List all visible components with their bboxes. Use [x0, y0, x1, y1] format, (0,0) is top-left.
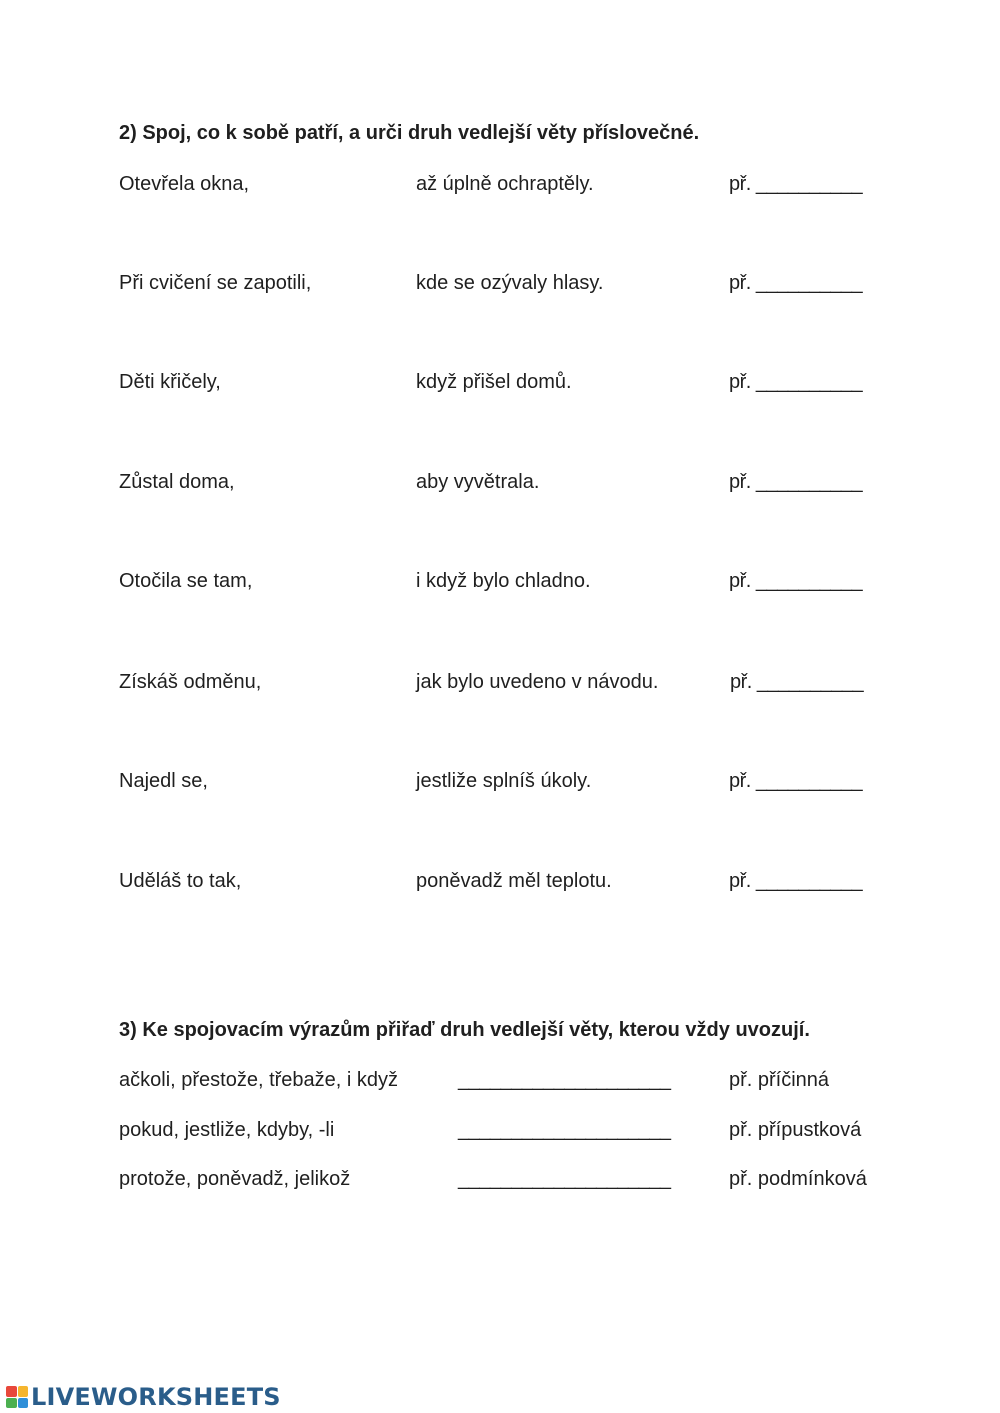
conjunction-list: pokud, jestliže, kdyby, -li: [119, 1119, 335, 1141]
logo-block: [6, 1398, 17, 1409]
exercise-3-heading: 3) Ke spojovacím výrazům přiřaď druh vedlejší věty, kterou vždy uvozují.: [119, 1019, 810, 1041]
subordinate-clause[interactable]: poněvadž měl teplotu.: [416, 870, 612, 892]
main-clause[interactable]: Uděláš to tak,: [119, 870, 242, 892]
subordinate-clause[interactable]: až úplně ochraptěly.: [416, 173, 594, 195]
subordinate-clause[interactable]: když přišel domů.: [416, 371, 572, 393]
main-clause[interactable]: Při cvičení se zapotili,: [119, 272, 312, 294]
subordinate-clause[interactable]: i když bylo chladno.: [416, 570, 591, 592]
conjunction-list: ačkoli, přestože, třebaže, i když: [119, 1069, 399, 1091]
main-clause[interactable]: Děti křičely,: [119, 371, 221, 393]
answer-blank[interactable]: př. __________: [729, 770, 863, 792]
logo-block: [18, 1398, 29, 1409]
main-clause[interactable]: Otočila se tam,: [119, 570, 253, 592]
answer-blank[interactable]: př. __________: [729, 371, 863, 393]
exercise-2-heading: 2) Spoj, co k sobě patří, a urči druh vedlejší věty příslovečné.: [119, 122, 700, 144]
main-clause[interactable]: Najedl se,: [119, 770, 208, 792]
main-clause[interactable]: Zůstal doma,: [119, 471, 235, 493]
answer-blank[interactable]: př. __________: [729, 870, 863, 892]
logo-blocks-icon: [6, 1386, 28, 1408]
answer-blank[interactable]: př. __________: [730, 671, 864, 693]
logo-block: [6, 1386, 17, 1397]
answer-blank[interactable]: ____________________: [458, 1069, 671, 1091]
subordinate-clause[interactable]: kde se ozývaly hlasy.: [416, 272, 604, 294]
subordinate-clause[interactable]: jestliže splníš úkoly.: [416, 770, 592, 792]
liveworksheets-logo[interactable]: [6, 1382, 281, 1412]
subordinate-clause[interactable]: aby vyvětrala.: [416, 471, 540, 493]
clause-type-option[interactable]: př. příčinná: [729, 1069, 830, 1091]
clause-type-option[interactable]: př. přípustková: [729, 1119, 862, 1141]
subordinate-clause[interactable]: jak bylo uvedeno v návodu.: [416, 671, 659, 693]
main-clause[interactable]: Získáš odměnu,: [119, 671, 262, 693]
answer-blank[interactable]: ____________________: [458, 1168, 671, 1190]
logo-block: [18, 1386, 29, 1397]
main-clause[interactable]: Otevřela okna,: [119, 173, 250, 195]
answer-blank[interactable]: př. __________: [729, 272, 863, 294]
logo-text: LIVEWORKSHEETS: [31, 1383, 281, 1411]
answer-blank[interactable]: př. __________: [729, 570, 863, 592]
conjunction-list: protože, poněvadž, jelikož: [119, 1168, 351, 1190]
answer-blank[interactable]: ____________________: [458, 1119, 671, 1141]
clause-type-option[interactable]: př. podmínková: [729, 1168, 867, 1190]
answer-blank[interactable]: př. __________: [729, 173, 863, 195]
answer-blank[interactable]: př. __________: [729, 471, 863, 493]
